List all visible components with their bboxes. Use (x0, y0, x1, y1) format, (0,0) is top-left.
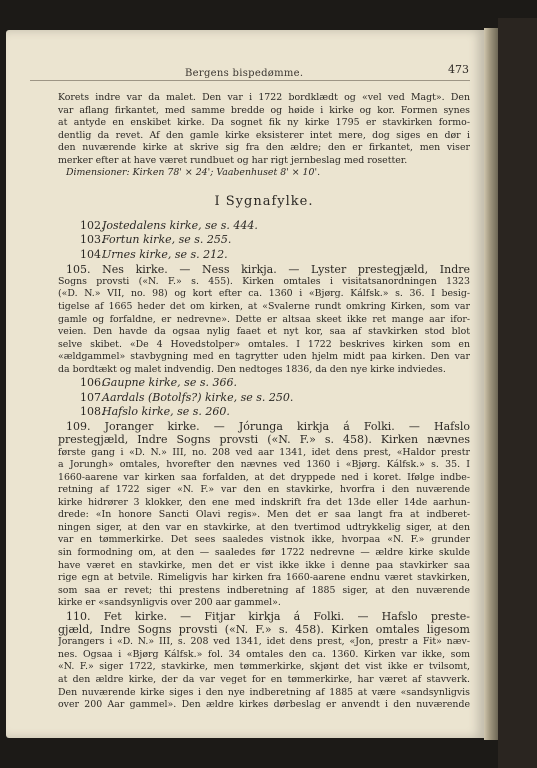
running-header: Bergens bispedømme. (185, 68, 304, 79)
text-line: sin formodning om, at den — saaledes før 1722 nedrevne — ældre kirke skulde (58, 547, 470, 559)
entry-heading: 109. Joranger kirke. — Jórunga kirkja á Folki. — Hafslo (66, 420, 470, 434)
text-line: drede: «In honore Sancti Olavi regis». Men det er saa langt fra at indberet- (58, 509, 470, 521)
text-line: merker efter at have været rundbuet og har rigt jernbeslag med rosetter. (58, 154, 408, 166)
text-line: nes. Ogsaa i «Bjørg Kálfsk.» fol. 34 omtales den ca. 1360. Kirken var ikke, som (58, 648, 470, 660)
top-paragraph (58, 92, 470, 180)
text-line: var en tømmerkirke. Det sees saaledes vistnok ikke, hvorpaa «N. F.» grunder (58, 534, 470, 546)
text-line: «N. F.» siger 1722, stavkirke, men tømmerkirke, skjønt det vist ikke er tvilsomt, (58, 661, 470, 673)
text-line: veien. Den havde da ogsaa nylig faaet et nyt kor, saa af stavkirken stod blot (58, 326, 470, 338)
text-line: kirke hidrører 3 klokker, den ene med indskrift fra det 13de eller 14de aarhun- (58, 496, 470, 508)
section-title: I Sygnafylke. (214, 193, 314, 209)
entry-106 (58, 376, 470, 391)
entry-107 (58, 391, 470, 406)
entry-103 (58, 233, 470, 248)
book-cover-edge (498, 18, 537, 768)
entry-heading: 110. Fet kirke. — Fitjar kirkja á Folki. — Hafslo preste- (66, 609, 470, 623)
entry-list-2 (58, 376, 470, 420)
entry-text: Hafslo kirke, se s. 260. (102, 405, 230, 419)
page-number: 473 (448, 63, 469, 76)
text-line: kirke er «sandsynligvis over 200 aar gammel». (58, 597, 281, 609)
entry-text: Urnes kirke, se s. 212. (102, 248, 228, 262)
entry-number: 107. (80, 390, 105, 404)
text-line: var aflang firkantet, med samme bredde og høide i kirke og kor. Formen synes (58, 104, 470, 116)
entry-102 (58, 219, 470, 234)
entry-108 (58, 405, 470, 420)
text-line: gamle og forfaldne, er nedrevne». Dette er altsaa skeet ikke ret mange aar ifor- (58, 313, 470, 325)
text-line: Sogns provsti («N. F.» s. 455). Kirken omtales i visitatsanordningen 1323 (58, 275, 470, 287)
text-line: («D. N.» VII, no. 98) og kort efter ca. 1360 i «Bjørg. Kálfsk.» s. 36. I besig- (58, 288, 470, 300)
text-line: den nuværende kirke at skrive sig fra den ældre; den er firkantet, men viser (58, 142, 470, 154)
text-line: første gang i «D. N.» III, no. 208 ved aar 1341, idet dens prest, «Haldor prestr (58, 446, 470, 458)
entry-109 (58, 420, 470, 610)
entry-number: 102. (80, 218, 105, 232)
text-line: at den ældre kirke, der da var veget for en tømmerkirke, har været af stavverk. (58, 674, 470, 685)
page-body (58, 92, 470, 712)
text-line: dentlig da revet. Af den gamle kirke eksisterer intet mere, dog siges en dør i (58, 129, 470, 141)
text-line: prestegjæld, Indre Sogns provsti («N. F.» s. 458). Kirken nævnes (58, 433, 470, 447)
text-line: ningen siger, at den var en stavkirke, at den tvertimod udtrykkelig siger, at den (58, 521, 470, 533)
entry-list-1 (58, 219, 470, 263)
text-line: «ældgammel» stavbygning med en tagrytter uden hjelm midt paa kirken. Den var (58, 351, 470, 363)
text-line: selve skibet. «De 4 Hovedstolper» omtales. I 1722 beskrives kirken som en (58, 338, 470, 350)
text-line: Jorangers i «D. N.» III, s. 208 ved 1341, idet dens prest, «Jon, prestr a Fit» næv- (58, 636, 470, 648)
text-line: tigelse af 1665 heder det om kirken, at «Svalerne rundt omkring Kirken, som var (58, 301, 470, 312)
entry-text: Fortun kirke, se s. 255. (102, 233, 232, 247)
entry-text: Gaupne kirke, se s. 366. (102, 376, 237, 390)
entry-105 (58, 263, 470, 377)
entry-number: 103. (80, 233, 105, 247)
text-line: have været en stavkirke, men det er vist ikke ikke i denne paa stavkirker saa (58, 559, 470, 571)
text-line: a Jorungh» omtales, hvorefter den nævnes ved 1360 i «Bjørg. Kálfsk.» s. 35. I (58, 459, 470, 471)
text-line: Den nuværende kirke siges i den nye indberetning af 1885 at være «sandsynligvis (58, 686, 470, 698)
text-line: gjæld, Indre Sogns provsti («N. F.» s. 458). Kirken omtales ligesom (58, 623, 470, 637)
entry-text: Aardals (Botolfs?) kirke, se s. 250. (102, 390, 294, 404)
text-line: rige egn at betvile. Rimeligvis har kirken fra 1660-aarene endnu været stavkirken, (58, 572, 470, 584)
entry-number: 104. (80, 248, 105, 262)
entry-heading: 105. Nes kirke. — Ness kirkja. — Lyster prestegjæld, Indre (66, 262, 470, 276)
text-line: da bordtækt og malet indvendig. Den nedtoges 1836, da den nye kirke indviedes. (58, 363, 446, 375)
dimensions-line: Dimensioner: Kirken 78' × 24'; Vaabenhuset 8' × 10'. (66, 167, 321, 179)
text-line: at antyde en enskibet kirke. Da sognet fik ny kirke 1795 er stavkirken formo- (58, 117, 470, 129)
entry-110 (58, 610, 470, 712)
text-line: retning af 1722 siger «N. F.» var den en stavkirke, hvorfra i den nuværende (58, 484, 470, 496)
entry-104 (58, 248, 470, 263)
text-line: som saa er revet; thi prestens indberetning af 1885 siger, at den nuværende (58, 584, 470, 596)
entry-text: Jostedalens kirke, se s. 444. (102, 218, 258, 232)
text-line: over 200 Aar gammel». Den ældre kirkes dørbeslag er anvendt i den nuværende (58, 699, 470, 711)
text-line: Korets indre var da malet. Den var i 1722 bordklædt og «vel ved Magt». Den (58, 92, 470, 103)
entry-number: 108. (80, 405, 105, 419)
page-stack-edge (484, 28, 498, 740)
header-rule (30, 80, 470, 81)
entry-number: 106. (80, 376, 105, 390)
text-line: 1660-aarene var kirken saa forfalden, at det dryppede ned i koret. Ifølge indbe- (58, 471, 470, 483)
